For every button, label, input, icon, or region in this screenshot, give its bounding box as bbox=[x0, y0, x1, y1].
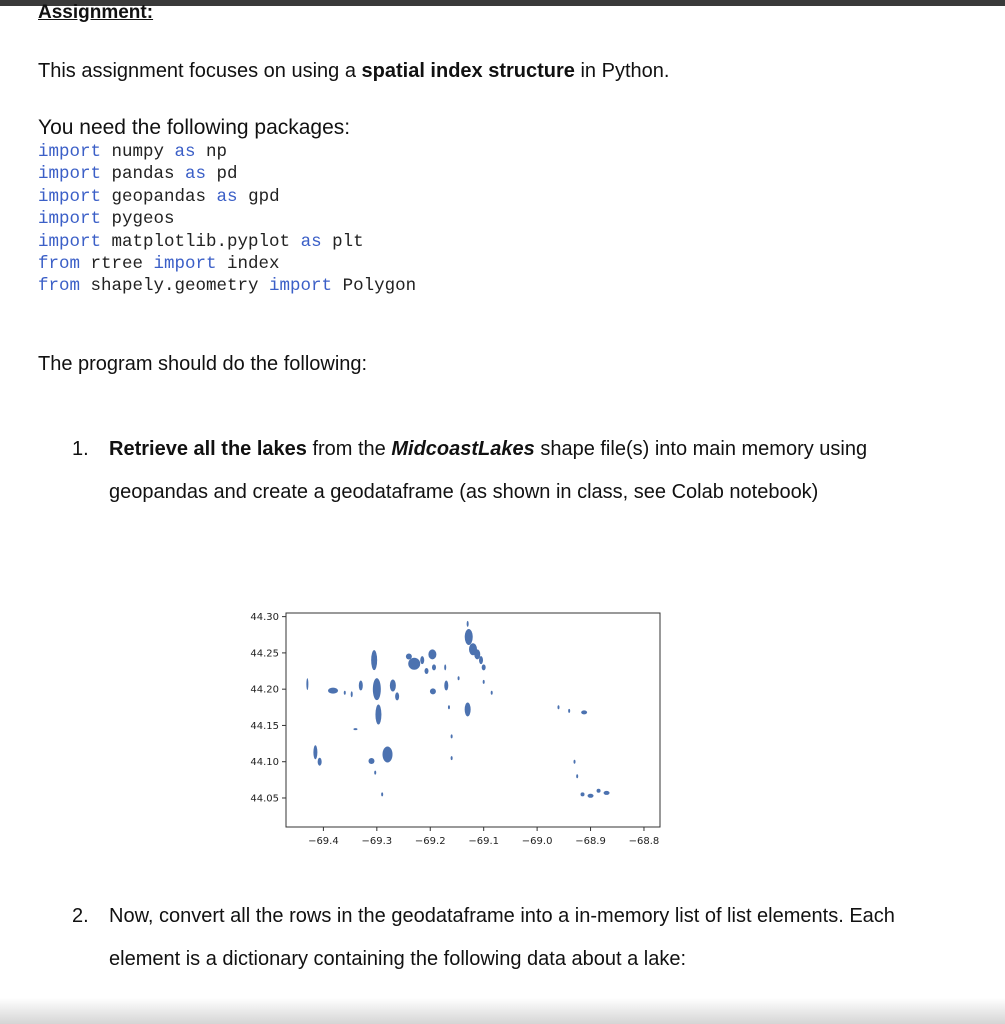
lake-mark bbox=[313, 745, 317, 759]
lake-mark bbox=[581, 710, 587, 714]
x-tick-label: −69.1 bbox=[468, 836, 500, 847]
lake-mark bbox=[483, 680, 485, 684]
lakes-map-chart bbox=[240, 598, 670, 854]
step-1-number: 1. bbox=[72, 438, 89, 460]
lake-mark bbox=[375, 705, 381, 725]
code-line bbox=[38, 253, 416, 275]
lake-mark bbox=[574, 760, 576, 764]
code-text: pandas bbox=[101, 164, 186, 185]
program-lead: The program should do the following: bbox=[38, 353, 368, 375]
lake-mark bbox=[318, 758, 322, 766]
x-tick-label: −69.4 bbox=[308, 836, 339, 847]
code-keyword: import bbox=[38, 142, 102, 162]
code-line bbox=[38, 231, 416, 253]
lake-mark bbox=[306, 678, 308, 690]
code-text: rtree bbox=[80, 254, 154, 275]
packages-label: You need the following packages: bbox=[38, 116, 351, 139]
lake-mark bbox=[374, 771, 376, 775]
y-tick-label: 44.05 bbox=[250, 793, 279, 805]
lake-mark bbox=[451, 756, 453, 760]
x-tick-label: −69.3 bbox=[361, 836, 393, 847]
code-keyword: import bbox=[153, 254, 217, 275]
lake-mark bbox=[420, 656, 424, 664]
x-tick-label: −68.8 bbox=[628, 836, 660, 847]
lake-mark bbox=[465, 629, 473, 645]
x-tick-label: −68.9 bbox=[575, 836, 606, 847]
lake-mark bbox=[406, 654, 412, 660]
code-keyword: import bbox=[269, 276, 333, 297]
code-keyword: import bbox=[38, 186, 102, 207]
y-tick-label: 44.30 bbox=[250, 612, 279, 624]
lake-mark bbox=[568, 709, 570, 713]
lake-mark bbox=[604, 791, 610, 795]
intro-bold: spatial index structure bbox=[361, 60, 575, 82]
lake-mark bbox=[491, 691, 493, 695]
code-text: index bbox=[216, 254, 280, 275]
code-text: gpd bbox=[237, 186, 280, 207]
intro-suffix: in Python. bbox=[574, 60, 670, 82]
lake-mark bbox=[467, 621, 469, 627]
lake-mark bbox=[474, 649, 480, 659]
y-tick-label: 44.20 bbox=[250, 684, 279, 696]
code-line bbox=[38, 163, 416, 185]
lake-mark bbox=[344, 691, 346, 695]
lake-mark bbox=[425, 668, 429, 674]
code-keyword: as bbox=[216, 186, 238, 207]
code-line bbox=[38, 275, 416, 297]
lake-mark bbox=[588, 794, 594, 798]
lake-mark bbox=[432, 664, 436, 670]
lake-mark bbox=[359, 681, 363, 691]
code-text: Polygon bbox=[332, 276, 417, 297]
lake-mark bbox=[328, 688, 338, 694]
y-axis bbox=[250, 612, 286, 804]
code-block bbox=[38, 141, 416, 298]
lake-mark bbox=[458, 676, 460, 680]
lake-mark bbox=[428, 649, 436, 659]
x-tick-label: −69.2 bbox=[414, 836, 446, 847]
intro-paragraph bbox=[38, 58, 669, 84]
code-line bbox=[38, 186, 416, 208]
lake-mark bbox=[395, 692, 399, 700]
step-1-rest: shape file(s) into main memory using geopandas and create a geodataframe (as shown in class, see Colab notebook) bbox=[109, 438, 868, 503]
x-tick-label: −69.0 bbox=[521, 836, 553, 847]
lake-mark bbox=[381, 792, 383, 796]
lake-mark bbox=[383, 746, 393, 762]
assignment-heading: Assignment: bbox=[38, 2, 154, 23]
code-keyword: import bbox=[38, 209, 102, 230]
lake-mark bbox=[448, 705, 450, 709]
intro-prefix: This assignment focuses on using a bbox=[38, 60, 362, 82]
code-line bbox=[38, 141, 416, 163]
y-tick-label: 44.25 bbox=[250, 648, 279, 660]
step-1-bolditalic: MidcoastLakes bbox=[391, 438, 535, 460]
code-keyword: import bbox=[38, 164, 102, 185]
x-axis bbox=[308, 827, 659, 847]
code-text: numpy bbox=[101, 142, 175, 162]
y-tick-label: 44.15 bbox=[250, 720, 279, 732]
code-keyword: as bbox=[174, 142, 196, 162]
lake-mark bbox=[390, 680, 396, 692]
lake-mark bbox=[351, 691, 353, 697]
lake-mark bbox=[430, 688, 436, 694]
step-1-text bbox=[109, 428, 909, 514]
step-1-bold: Retrieve all the lakes bbox=[109, 438, 307, 460]
lake-mark bbox=[408, 658, 420, 670]
lake-mark bbox=[353, 728, 357, 730]
code-keyword: as bbox=[185, 164, 207, 185]
lake-mark bbox=[597, 789, 601, 793]
bottom-fade bbox=[0, 998, 1005, 1024]
code-keyword: from bbox=[38, 276, 81, 297]
lake-mark bbox=[576, 774, 578, 778]
y-tick-label: 44.10 bbox=[250, 757, 279, 769]
lake-mark bbox=[465, 702, 471, 716]
lake-mark bbox=[444, 664, 446, 670]
lake-mark bbox=[557, 705, 559, 709]
step-1-mid: from the bbox=[306, 438, 392, 460]
lake-mark bbox=[451, 734, 453, 738]
code-line bbox=[38, 208, 416, 230]
code-text: pd bbox=[206, 164, 238, 185]
step-2-text: Now, convert all the rows in the geodataframe into a in-memory list of list elements. Each element is a dictionary containing the following data about a lake: bbox=[109, 905, 895, 970]
code-text: np bbox=[195, 142, 228, 162]
lake-mark bbox=[479, 656, 483, 664]
lake-mark bbox=[444, 681, 448, 691]
code-keyword: import bbox=[38, 231, 102, 252]
code-text: pygeos bbox=[101, 209, 175, 230]
lake-mark bbox=[581, 792, 585, 796]
code-keyword: from bbox=[38, 254, 81, 275]
lake-mark bbox=[482, 664, 486, 670]
code-text: plt bbox=[321, 231, 364, 252]
lake-mark bbox=[368, 758, 374, 764]
step-2-number: 2. bbox=[72, 905, 89, 927]
code-text: geopandas bbox=[101, 186, 217, 207]
code-keyword: as bbox=[300, 231, 322, 252]
code-text: shapely.geometry bbox=[80, 276, 270, 297]
code-text: matplotlib.pyplot bbox=[101, 231, 301, 252]
lake-mark bbox=[373, 678, 381, 700]
lake-mark bbox=[371, 650, 377, 670]
